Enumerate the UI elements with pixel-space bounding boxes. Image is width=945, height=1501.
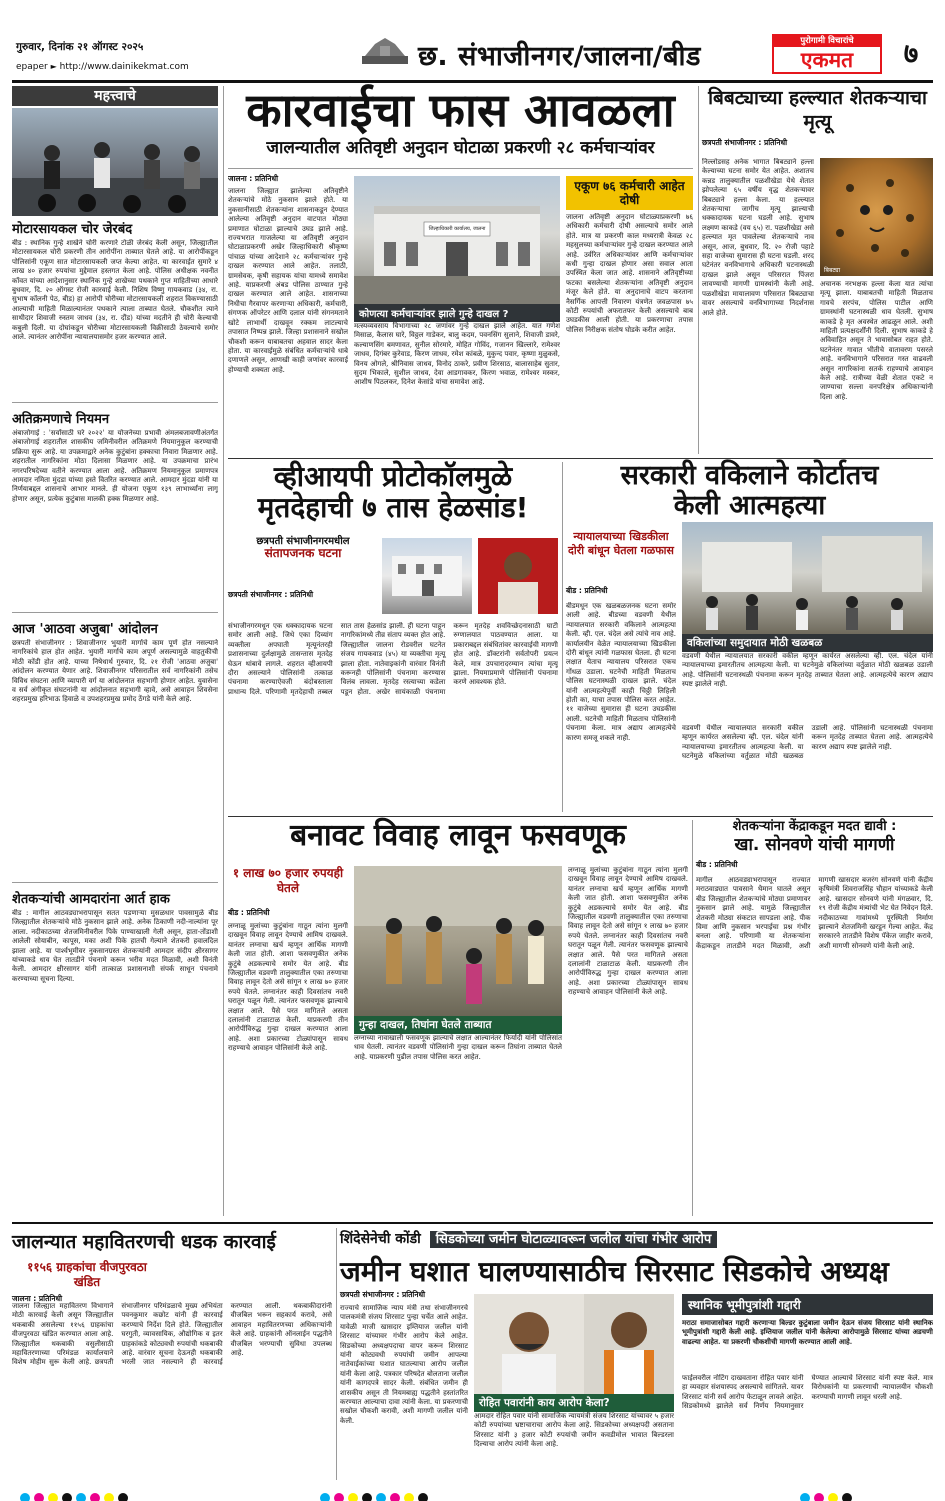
mahavitaran-byline: जालना : प्रतिनिधी — [12, 1294, 63, 1303]
masthead-logo: एकमत — [800, 48, 854, 72]
cmyk-marks-right — [800, 1488, 856, 1501]
lawyer-kicker: न्यायालयाच्या खिडकीला दोरी बांधून घेतला गळफास — [568, 530, 674, 557]
magenta-mark — [90, 1493, 100, 1501]
vip-headline-line1: व्हीआयपी प्रोटोकॉलमुळे — [273, 460, 513, 493]
sidebar-item-body: बीड : स्थानिक गुन्हे शाखेने चोरी करणारे टोळी जेरबंद केली असून, जिल्ह्यातील मोटारसायकल चोरी प्रकरणी तीन आरोपींना ताब्यात घेतले आहे. या आरोपींकडून पोलिसांनी एकूण सात मोटारसायकली जप्त केल्या आहेत. या कारवाईत सुमारे ४ लाख ४० हजार रुपयांचा मुद्देमाल हस्तगत केला आहे. पोलिस अधीक्षक नवनीत कॉवत यांच्या आदेशानुसार स्थानिक गुन्हे शाखेच्या पथकाने गुप्त माहितीच्या आधारे बुधवार, दि. २० ऑगस्ट रोजी कारवाई केली. निशिष विष्णु गायकवाड (३४, रा. सुभाष कॉलनी पेठ, बीड) हा आरोपी चोरीच्या मोटारसायकली शहरात विकण्यासाठी आल्याची माहिती मिळाल्यानंतर पथकाने त्याला ताब्यात घेतले. चौकशीत त्याने साथीदार शिवाजी रुस्तम जाधव (३४, रा. दौंड) यांच्या मदतीने ही चोरी केल्याची कबुली दिली. या दोघांकडून चोरीच्या मोटारसायकली विक्रीसाठी ठेवल्याचे समोर आले. त्यानंतर आरोपींना न्यायालयासमोर हजर करण्यात आले. — [12, 239, 218, 342]
lawyer-photo-caption: वकिलांच्या समुदायात मोठी खळबळ — [682, 634, 933, 652]
divider — [12, 882, 218, 883]
page-number: ७ — [903, 37, 919, 70]
vip-photo-hospital — [382, 538, 472, 614]
lawyer-byline: बीड : प्रतिनिधी — [566, 586, 608, 595]
sidebar-item-heading: आज 'आठवा अजुबा' आंदोलन — [12, 622, 158, 637]
sidebar — [12, 86, 218, 1216]
page-header — [0, 0, 945, 84]
vip-body: संभाजीनगरमधून एक धक्कादायक घटना समोर आली आहे. जिथे एका दिव्यांग व्यक्तीला अपघाती मृत्यूनंतरही प्रशासनाच्या दुर्लक्षामुळे तासन्तास मृतदेह घेऊन थांबावे लागले. शहरात व्हीआयपी दौरा असल्याने पोलिसांनी तत्काळ पंचनामा करण्याऐवजी बंदोबस्ताला प्राधान्य दिले. परिणामी मृतदेहाची तब्बल सात तास हेळसांड झाली. ही घटना पाहून नागरिकांमध्ये तीव्र संताप व्यक्त होत आहे. जिल्ह्यातील जालना रोडवरील घटनेत संजय गायकवाड (४५) या व्यक्तीचा मृत्यू झाला होता. नातेवाइकांनी वारंवार विनंती करूनही पोलिसांनी पंचनामा करण्यास विलंब लावला. मृतदेह रस्त्याच्या कडेला पडून होता. अखेर सायंकाळी पंचनामा करून मृतदेह शवविच्छेदनासाठी घाटी रुग्णालयात पाठवण्यात आला. या प्रकाराबद्दल संबंधितांवर कारवाईची मागणी होत आहे. डॉक्टरांनी सर्वतोपरी प्रयत्न केले, मात्र उपचारादरम्यान त्यांचा मृत्यू झाला. नियमाप्रमाणे पोलिसांनी पंचनामा करणे आवश्यक होते. — [228, 622, 558, 696]
divider — [12, 402, 218, 403]
lead-story — [228, 83, 693, 454]
magenta-mark — [34, 1493, 44, 1501]
cidco-byline: छत्रपती संभाजीनगर : प्रतिनिधी — [340, 1290, 426, 1299]
registration-marks — [0, 1486, 945, 1501]
lead-body-text: जालना जिल्ह्यात झालेल्या अतिवृष्टीने शेतकऱ्यांचे मोठे नुकसान झाले होते. या नुकसानीसाठी शेतकऱ्यांना शासनाकडून देण्यात आलेल्या अतिवृष्टी अनुदान वाटपात मोठ्या प्रमाणात घोटाळा झाल्याचे उघड झाले आहे. राज्यभरात गाजलेल्या या अतिवृष्टी अनुदान घोटाळाप्रकरणी अखेर जिल्हाधिकारी श्रीकृष्ण पांचाळ यांच्या आदेशाने २८ कर्मचाऱ्यांवर गुन्हे दाखल करण्यात आले आहेत. तलाठी, ग्रामसेवक, कृषी सहायक यांचा यामध्ये समावेश आहे. याप्रकरणी अंबड पोलिस ठाण्यात गुन्हे दाखल करण्यात आले आहेत. शासनाच्या निधीचा गैरवापर करणाऱ्या अधिकारी, कर्मचारी, संगणक ऑपरेटर आणि दलाल यांनी संगनमताने खोटे लाभार्थी दाखवून रक्कम लाटल्याचे तपासात निष्पन्न झाले. जिल्हा प्रशासनाने सखोल चौकशी करून याबाबतचा अहवाल सादर केला होता. या कारवाईमुळे संबंधित कर्मचाऱ्यांचे धाबे दणाणले असून, आणखी काही जणांवर कारवाई होण्याची शक्यता आहे. — [228, 187, 348, 374]
lawyer-headline-line1: सरकारी वकिलाने कोर्टातच — [620, 460, 879, 491]
lead-side-box-title: एकूण ७६ कर्मचारी आहेत दोषी — [566, 176, 693, 210]
leopard-byline: छत्रपती संभाजीनगर : प्रतिनिधी — [702, 138, 788, 147]
lawyer-body: बीडमधून एक खळबळजनक घटना समोर आली आहे. बीडच्या वडवणी येथील न्यायालयात सरकारी वकिलाने आत्महत्या केली. व्ही. एल. चंदेल असे त्यांचे नाव आहे. कार्यालयीन वेळेत न्यायालयाच्या खिडकीला दोरी बांधून त्यांनी गळफास घेतला. ही घटना लक्षात येताच न्यायालय परिसरात एकच गोंधळ उडाला. घटनेची माहिती मिळताच पोलिस घटनास्थळी दाखल झाले. चंदेल यांनी आत्महत्येपूर्वी काही चिठ्ठी लिहिली होती का, याचा तपास पोलिस करत आहेत. ११ वाजेच्या सुमारास ही घटना उघडकीस आली. घटनेची माहिती मिळताच पोलिसांनी पंचनामा केला. मात्र अद्याप आत्महत्येचे कारण समजू शकले नाही. — [566, 602, 676, 742]
section-divider — [228, 458, 933, 459]
epaper-link[interactable]: http://www.dainikekmat.com — [59, 62, 189, 72]
mahavitaran-headline: जालन्यात महावितरणची धडक कारवाई — [12, 1231, 276, 1253]
cidco-top-label: शिंदेसेनेची कोंडी — [340, 1231, 421, 1247]
vip-kicker-1: छत्रपती संभाजीनगरमधील — [256, 535, 350, 547]
leopard-photo-label: बिबट्या — [824, 267, 841, 274]
sidebar-item-body: छत्रपती संभाजीनगर : शिवाजीनगर भुयारी मार्गाचे काम पूर्ण होत नसल्याने नागरिकांचे हाल होत आहेत. भुयारी मार्गाचे काम अपूर्ण असल्यामुळे वाहतुकीची मोठी कोंडी होत आहे. याच्या निषेधार्थ गुरुवार, दि. २१ रोजी 'आठवा अजुबा' आंदोलन करण्यात येणार आहे. शिवाजीनगर परिसरातील सर्व नागरिकांनी तसेच विविध संघटना आणि व्यापारी वर्ग या आंदोलनात सहभागी होणार आहेत. युवासेना व सर्व अंगीकृत संघटनांनी या आंदोलनात सहभागी व्हावे, असे आवाहन शिवसेना शहरप्रमुख हरिभाऊ हिवाळे व उपशहरप्रमुख प्रमोद ठेंगडे यांनी केले आहे. — [12, 639, 218, 704]
divider — [12, 612, 218, 613]
cmyk-marks-center — [320, 1488, 432, 1501]
column-divider — [692, 820, 693, 1216]
cidco-top-strip — [340, 1228, 933, 1248]
section-rule — [12, 1222, 933, 1224]
sidebar-item-body: अंबाजोगाई : 'सर्वांसाठी घरे २०२२' या योजनेच्या प्रभावी अंमलबजावणीअंतर्गत अंबाजोगाई शहरातील शासकीय जमिनीवरील अतिक्रमणे नियमानुकूल करण्याची प्रक्रिया सुरू आहे. या उपक्रमाद्वारे अनेक कुटुंबांना हक्काचा निवारा मिळणार आहे. शहरातील नागरिकांना मोठा दिलासा मिळणार आहे. या उपक्रमाचा प्रारंभ नगरपरिषदेच्या वतीने करण्यात आला आहे. अतिक्रमण नियमानुकूल प्रमाणपत्र आमदार नमिता मुंदडा यांच्या हस्ते वितरित करण्यात आले. आमदार मुंदडा यांनी या निर्णयाबद्दल शासनाचे आभार मानले. ही योजना एकूण १३९ लाभार्थ्यांना लागू होणार असून, प्रत्येक कुटुंबास मालकी हक्क मिळणार आहे. — [12, 429, 218, 503]
masthead-tagline: पुरोगामी विचारांचे — [774, 36, 880, 47]
leopard-body-continued: अचानक नरभक्षक हल्ला केला यात त्यांचा मृत्यू झाला. याबाबतची माहिती मिळताच गावचे सरपंच, पोलिस पाटील आणि ग्रामस्थांनी घटनास्थळी धाव घेतली. सुभाष काकडे हे मृत अवस्थेत आढळून आले. अशी माहिती प्रत्यक्षदर्शींनी दिली. सुभाष काकडे हे अविवाहित असून ते भावासोबत राहत होते. घटनेनंतर गावात भीतीचे वातावरण पसरले आहे. वनविभागाने परिसरात गस्त वाढवली असून नागरिकांना सतर्क राहण्याचे आवाहन केले आहे. रात्रीच्या वेळी शेतात एकटे न जाण्याचा सल्ला वनपरिक्षेत्र अधिकाऱ्यांनी दिला आहे. — [820, 280, 933, 401]
marriage-caption-body: लग्नाच्या नावाखाली फसवणूक झाल्याचे लक्षात आल्यानंतर फिर्यादी यांनी पोलिसांत धाव घेतली. त्यानंतर वडवणी पोलिसांनी गुन्हा दाखल करून तिघांना ताब्यात घेतले आहे. याप्रकरणी पुढील तपास पोलिस करत आहेत. — [354, 1034, 562, 1061]
cidco-story — [340, 1228, 933, 1480]
magenta-mark — [390, 1493, 400, 1501]
cyan-mark — [320, 1493, 330, 1501]
lead-subheadline: जालन्यातील अतिवृष्टी अनुदान घोटाळा प्रकरणी २८ कर्मचाऱ्यांवर — [266, 138, 655, 159]
mahavitaran-story — [12, 1228, 332, 1480]
sidebar-item-heading: अतिक्रमणाचे नियमन — [12, 412, 110, 427]
leopard-photo — [820, 158, 933, 276]
lawyer-headline-line2: केली आत्महत्या — [673, 490, 826, 522]
marriage-headline: बनावट विवाह लावून फसवणूक — [290, 818, 626, 853]
vip-kicker-2: संतापजनक घटना — [264, 546, 342, 561]
lead-photo-label: जिल्हाधिकारी कार्यालय, जालना — [428, 226, 486, 232]
lead-side-box-body: जालना अतिवृष्टी अनुदान घोटाळ्याप्रकरणी ७६ अधिकारी कर्मचारी दोषी असल्याचे समोर आले होते. मात्र या प्रकरणी काल मध्यरात्री केवळ २८ महसुलच्या कर्मचाऱ्यांवर गुन्हे दाखल करण्यात आले आहे. उर्वरित अधिकाऱ्यांवर आणि कर्मचाऱ्यांवर कधी गुन्हा दाखल होणार असा सवाल आता उपस्थित केला जात आहे. शासनाने अतिवृष्टीच्या फटका बसलेल्या शेतकऱ्यांना अतिवृष्टी अनुदान मंजूर केले होते. या अनुदानाचे वाटप करताना नैसर्गिक आपत्ती निवारण यंत्रणेत जवळपास ७५ कोटी रुपयांची अफरातफर केली असल्याचे बाब उघडकीस आली होती. या प्रकरणाचा तपास पोलिस निरीक्षक संतोष घोडके करीत आहेत. — [566, 213, 693, 334]
sonawane-headline-line1: शेतकऱ्यांना केंद्राकडून मदत द्यावी : — [732, 819, 897, 834]
mahavitaran-kicker: ११५६ ग्राहकांचा वीजपुरवठा खंडित — [27, 1260, 147, 1289]
cmyk-marks-left — [20, 1488, 132, 1501]
cyan-mark — [20, 1493, 30, 1501]
cyan-mark — [800, 1493, 810, 1501]
vip-photo-portrait — [478, 538, 558, 614]
vip-byline: छत्रपती संभाजीनगर : प्रतिनिधी — [228, 589, 314, 599]
lawyer-story — [566, 462, 933, 812]
yellow-mark — [828, 1493, 838, 1501]
cidco-box-title: स्थानिक भूमीपुत्रांशी गद्दारी — [682, 1294, 933, 1315]
column-divider — [562, 462, 563, 812]
lead-photo-caption: कोणत्या कर्मचाऱ्यांवर झाले गुन्हे दाखल ? — [354, 304, 560, 322]
sonawane-headline-line2: खा. सोनवणे यांची मागणी — [734, 834, 895, 855]
cidco-side-box — [682, 1294, 933, 1480]
lawyer-body-continued: वडवणी येथील न्यायालयात सरकारी वकील म्हणून कार्यरत असलेल्या व्ही. एल. चंदेल यांनी न्यायालयाच्या इमारतीतच आत्महत्या केली. या घटनेमुळे वकिलांच्या वर्तुळात मोठी खळबळ उडाली आहे. पोलिसांनी घटनास्थळी पंचनामा करून मृतदेह ताब्यात घेतला आहे. आत्महत्येचे कारण अद्याप स्पष्ट झालेले नाही. — [682, 724, 933, 761]
cidco-headline: जमीन घशात घालण्यासाठीच सिरसाट सिडकोचे अध्यक्ष — [340, 1255, 889, 1288]
issue-date: गुरुवार, दिनांक २१ ऑगस्ट २०२५ — [16, 41, 144, 53]
yellow-mark — [404, 1493, 414, 1501]
edition-title: छ. संभाजीनगर/जालना/बीड — [418, 41, 701, 72]
cidco-box-body: मराठा समाजासोबत गद्दारी करणाऱ्या बिल्डर कुटुंबाला जमीन देऊन संजय सिरसाट यांनी स्थानिक भूमीपुत्रांशी गद्दारी केली आहे. इम्तियाज जलील यांनी केलेल्या आरोपामुळे सिरसाट यांच्या अडचणी वाढल्या आहेत. या प्रकरणी चौकशीची मागणी करण्यात आली आहे. — [682, 1318, 933, 1346]
leopard-story — [702, 86, 933, 454]
cidco-body-continued: फाईलवरील नोटिंग दाखवताना रोहित पवार यांनी हा व्यवहार संशयास्पद असल्याचे सांगितले. यावर शिरसाट यांनी सर्व आरोप फेटाळून लावले आहेत. सिडकोमध्ये झालेले सर्व निर्णय नियमानुसार घेण्यात आल्याचे शिरसाट यांनी स्पष्ट केले. मात्र विरोधकांनी या प्रकरणाची न्यायालयीन चौकशी करण्याची मागणी लावून धरली आहे. — [682, 1374, 933, 1411]
cidco-body: राज्याचे सामाजिक न्याय मंत्री तथा संभाजीनगरचे पालकमंत्री संजय शिरसाट पुन्हा चर्चेत आले आहेत. यावेळी माजी खासदार इम्तियाज जलील यांनी शिरसाट यांच्यावर गंभीर आरोप केले आहेत. सिडकोच्या अध्यक्षपदाचा वापर करून शिरसाट यांनी कोट्यवधी रुपयांची जमीन आपल्या नातेवाईकांच्या घशात घातल्याचा आरोप जलील यांनी केला आहे. पत्रकार परिषदेत बोलताना जलील यांनी कागदपत्रे सादर केली. संबंधित जमीन ही शासकीय असून ती नियमबाह्य पद्धतीने हस्तांतरित करण्यात आल्याचा दावा त्यांनी केला. या प्रकरणाची सखोल चौकशी करावी, अशी मागणी जलील यांनी केली. — [340, 1304, 468, 1425]
yellow-mark — [48, 1493, 58, 1501]
sidebar-item-heading: शेतकऱ्यांची आमदारांना आर्त हाक — [12, 892, 170, 907]
masthead-box — [772, 34, 882, 74]
sidebar-item-heading: मोटारसायकल चोर जेरबंद — [12, 222, 133, 237]
sidebar-divider — [223, 86, 224, 1216]
leopard-headline: बिबट्याच्या हल्ल्यात शेतकऱ्याचा मृत्यू — [708, 87, 927, 133]
column-divider — [336, 1228, 337, 1480]
yellow-mark — [104, 1493, 114, 1501]
epaper-line — [16, 62, 189, 72]
sidebar-title: महत्त्वाचे — [12, 86, 218, 106]
emblem-icon — [360, 34, 410, 68]
divider — [228, 168, 693, 169]
black-mark — [118, 1493, 128, 1501]
lead-body — [228, 174, 348, 404]
lead-side-box — [566, 176, 693, 406]
marriage-kicker: १ लाख ७० हजार रुपयही घेतले — [232, 866, 344, 895]
sonawane-story — [696, 820, 933, 1216]
yellow-mark — [348, 1493, 358, 1501]
lead-byline: जालना : प्रतिनिधी — [228, 174, 279, 183]
marriage-body: लग्नाळू मुलांच्या कुटुंबांना गाठून त्यांना मुलगी दाखवून विवाह लावून देण्याचे आमिष दाखवले. यानंतर लग्नाचा खर्च म्हणून आर्थिक मागणी केली जात होती. आशा फसवणुकीत अनेक कुटुंबे अडकल्याचे समोर येत आहे. बीड जिल्ह्यातील वडवणी तालुक्यातील एका तरुणाचा विवाह लावून देतो असे सांगून १ लाख ७० हजार रुपये घेतले. लग्नानंतर काही दिवसांतच नवरी घरातून पळून गेली. त्यानंतर फसवणूक झाल्याचे लक्षात आले. पैसे परत मागितले असता दलालांनी टाळाटाळ केली. याप्रकरणी तीन आरोपींविरुद्ध गुन्हा दाखल करण्यात आला आहे. अशा प्रकारच्या टोळ्यांपासून सावध राहण्याचे आवाहन पोलिसांनी केले आहे. — [228, 922, 348, 1053]
epaper-label: epaper — [16, 62, 48, 72]
cyan-mark — [76, 1493, 86, 1501]
lead-photo-body: मत्स्यव्यवसाय विभागाच्या २८ जणांवर गुन्हे दाखल झाले आहेत. यात गणेश मिसाळ, कैलास घारे, विठ्ठल गाडेकर, बालु कदम, पवनसिंग सुलाने, शिवाजी डावरे, कल्याणसिंग बमणावत, सुनील सोरमारे, मोहित गोविंद, गजानन खिल्लारे, रामेश्वर जाधव, दिगंबर कुरेवाड, किरण जाधव, रमेश कांबळे, मुकुन्द पवार, कृष्णा मुळुकसे, विनय ओगले, श्रीनिवास जाधव, विनोद ठाकरे, प्रवीण शिरसाठ, बालासाहेब सुतार, सुदम भिकाले, सुशील जाधव, देवा आडगावकर, किरण भवाळ, रामेश्वर मस्कर, आशीष पिठलकर, दिनेश केसांडे यांचा समावेश आहे. — [354, 322, 560, 387]
section-divider — [228, 816, 933, 817]
vip-headline-line2: मृतदेहाची ७ तास हेळसांड! — [257, 491, 529, 525]
cidco-caption-body: आमदार रोहित पवार यांनी सामाजिक न्यायमंत्री संजय शिरसाट यांच्यावर ५ हजार कोटी रुपयांच्या भ्रष्टाचाराचा आरोप केला आहे. सिडकोच्या अध्यक्षपदी असताना शिरसाट यांनी ३ हजार कोटी रुपयांची जमीन कवडीमोल भावात बिल्डरला दिल्याचा आरोप त्यांनी केला आहे. — [474, 1412, 674, 1449]
black-mark — [842, 1493, 852, 1501]
marriage-story — [228, 820, 688, 1216]
arrow-icon: ► — [50, 62, 57, 71]
sidebar-photo-arrest — [12, 108, 218, 216]
cidco-photo-shirsat — [584, 1294, 674, 1394]
magenta-mark — [334, 1493, 344, 1501]
marriage-body-continued: लग्नाळू मुलांच्या कुटुंबांना गाठून त्यांना मुलगी दाखवून विवाह लावून देण्याचे आमिष दाखवले. यानंतर लग्नाचा खर्च म्हणून आर्थिक मागणी केली जात होती. आशा फसवणुकीत अनेक कुटुंबे अडकल्याचे समोर येत आहे. बीड जिल्ह्यातील वडवणी तालुक्यातील एका तरुणाचा विवाह लावून देतो असे सांगून १ लाख ७० हजार रुपये घेतले. लग्नानंतर काही दिवसांतच नवरी घरातून पळून गेली. त्यानंतर फसवणूक झाल्याचे लक्षात आले. पैसे परत मागितले असता दलालांनी टाळाटाळ केली. याप्रकरणी तीन आरोपींविरुद्ध गुन्हा दाखल करण्यात आला आहे. अशा प्रकारच्या टोळ्यांपासून सावध राहण्याचे आवाहन पोलिसांनी केले आहे. — [568, 866, 688, 997]
black-mark — [62, 1493, 72, 1501]
black-mark — [362, 1493, 372, 1501]
marriage-photo-police — [354, 866, 562, 1016]
magenta-mark — [814, 1493, 824, 1501]
vip-story — [228, 462, 558, 812]
sonawane-body: मागील आठवड्याभरापासून राज्यात मराठवाड्यात पावसाने थैमान घातले असून बीड जिल्ह्यातील शेतकऱ्यांचे मोठ्या प्रमाणावर नुकसान झाले आहे. यामुळे जिल्ह्यातील शेतकरी मोठ्या संकटात सापडला आहे. पीक विमा आणि नुकसान भरपाईचा प्रश्न गंभीर बनला आहे. परिणामी या शेतकऱ्यांना केंद्राकडून तातडीने मदत मिळावी, अशी मागणी खासदार बजरंग सोनवणे यांनी केंद्रीय कृषिमंत्री शिवराजसिंह चौहान यांच्याकडे केली आहे. खासदार सोनवणे यांनी मंगळवार, दि. १९ रोजी केंद्रीय मंत्र्यांची भेट घेत निवेदन दिले. नदीकाठच्या गावांमध्ये पूरस्थिती निर्माण झाल्याने शेतजमिनी खरडून गेल्या आहेत. केंद्र सरकारने तातडीने विशेष पॅकेज जाहीर करावे, अशी मागणी सोनवणे यांनी केली आहे. — [696, 876, 933, 950]
lead-photo-office — [354, 176, 560, 304]
mahavitaran-body: जालना जिल्ह्यात महावितरण विभागाने मोठी कारवाई केली असून जिल्ह्यातील थकबाकी असलेल्या ११५६ ग्राहकांचा वीजपुरवठा खंडित करण्यात आला आहे. जिल्ह्यातील थकबाकी वसुलीसाठी महावितरणाच्या परिमंडळ कार्यालयाने विशेष मोहीम सुरू केली आहे. छत्रपती संभाजीनगर परिमंडळाचे मुख्य अभियंता पवनकुमार कछोट यांनी ही कारवाई करण्याचे निर्देश दिले होते. जिल्ह्यातील घरगुती, व्यावसायिक, औद्योगिक व इतर ग्राहकांकडे कोट्यवधी रुपयांची थकबाकी आहे. वारंवार सूचना देऊनही थकबाकी भरली जात नसल्याने ही कारवाई करण्यात आली. थकबाकीदारांनी वीजबिल भरून सहकार्य करावे, असे आवाहन महावितरणच्या अधिकाऱ्यांनी केले आहे. ग्राहकांनी ऑनलाईन पद्धतीने वीजबिल भरण्याची सुविधा उपलब्ध आहे. — [12, 1302, 332, 1367]
marriage-photo-caption: गुन्हा दाखल, तिघांना घेतले ताब्यात — [354, 1016, 562, 1034]
leopard-body: निल्लोडसह अनेक भागात बिबट्याने हल्ला केल्याच्या घटना समोर येत आहेत. अशातच कन्नड तालुक्यातील पळशीखेडा येथे शेतात झोपलेल्या ६५ वर्षीय वृद्ध शेतकऱ्यावर बिबट्याने हल्ला केला. या हल्ल्यात शेतकऱ्याचा जागीच मृत्यू झाल्याची धक्कादायक घटना घडली आहे. सुभाष लक्ष्मण काकडे (वय ६५) रा. पळशीखेडा असे हल्ल्यात मृत पावलेल्या शेतकऱ्याचे नाव असून, आज, बुधवार, दि. २० रोजी पहाटे सहा वाजेच्या सुमारास ही घटना घडली. शरद घटेनंतर वनविभागाचे अधिकारी घटनास्थळी दाखल झाले असून परिसरात पिंजरा लावण्याची मागणी ग्रामस्थांनी केली आहे. पळशीखेडा मायालावण परिसरात बिबट्याचा वावर असल्याचे वनविभागाच्या निदर्शनास आले होते. — [702, 158, 814, 317]
cidco-top-sub: सिडकोच्या जमीन घोटाळ्यावरून जलील यांचा गंभीर आरोप — [430, 1231, 717, 1248]
lead-headline: कारवाईचा फास आवळला — [246, 83, 675, 137]
cidco-photo-caption: रोहित पवारांनी काय आरोप केला? — [474, 1394, 674, 1412]
cidco-photo-jaleel — [474, 1294, 584, 1394]
sonawane-byline: बीड : प्रतिनिधी — [696, 860, 738, 870]
sidebar-item-body: बीड : मागील आठवड्याभरापासून सतत पडणाऱ्या मुसळधार पावसामुळे बीड जिल्ह्यातील शेतकऱ्यांचे मोठे नुकसान झाले आहे. अनेक ठिकाणी नदी-नाल्यांना पूर आला. नदीकाठच्या शेतजमिनीवरील पिके पाण्याखाली गेली असून, हाता-तोंडाशी आलेली सोयाबीन, कापूस, मका अशी पिके हातची गेल्याने शेतकरी हवालदिल झाला आहे. या पार्श्वभूमीवर नुकसानग्रस्त शेतकऱ्यांनी आमदार संदीप क्षीरसागर यांच्याकडे धाव घेत तातडीने पंचनामे करून भरीव मदत मिळावी, अशी विनंती केली. आमदार क्षीरसागर यांनी तात्काळ प्रशासनाशी संपर्क साधून पंचनामे करण्याच्या सूचना दिल्या. — [12, 909, 218, 983]
lawyer-caption-body: वडवणी येथील न्यायालयात सरकारी वकील म्हणून कार्यरत असलेल्या व्ही. एल. चंदेल यांनी न्यायालयाच्या इमारतीतच आत्महत्या केली. या घटनेमुळे वकिलांच्या वर्तुळात मोठी खळबळ उडाली आहे. पोलिसांनी घटनास्थळी पंचनामा करून मृतदेह ताब्यात घेतला आहे. आत्महत्येचे कारण अद्याप स्पष्ट झालेले नाही. — [682, 652, 933, 689]
black-mark — [418, 1493, 428, 1501]
cyan-mark — [376, 1493, 386, 1501]
lawyer-photo-crowd — [682, 522, 933, 634]
column-divider — [698, 86, 699, 454]
marriage-byline: बीड : प्रतिनिधी — [228, 908, 270, 917]
